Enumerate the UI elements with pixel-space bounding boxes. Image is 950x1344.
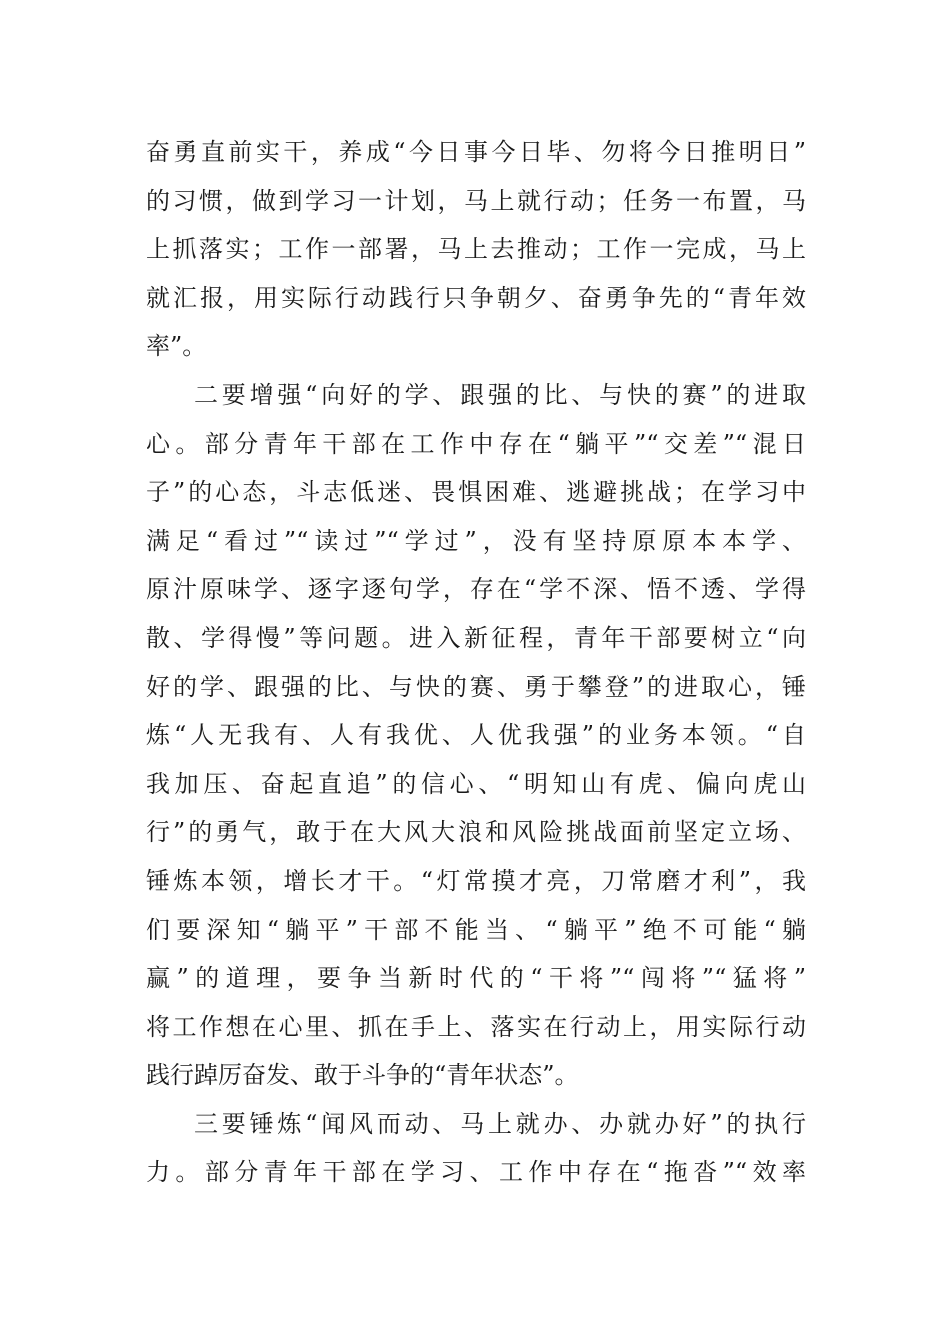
- text-line: 奋勇直前实干，养成“今日事今日毕、勿将今日推明日”: [146, 138, 806, 166]
- text-line: 行”的勇气，敢于在大风大浪和风险挑战面前坚定立场、: [146, 818, 806, 847]
- paragraph-first-line: 三要锤炼“闻风而动、马上就办、办就办好”的执行: [194, 1109, 806, 1138]
- text-line: 们要深知“躺平”干部不能当、“躺平”绝不可能“躺: [146, 915, 806, 944]
- document-page: [146, 128, 806, 1197]
- text-line: 散、学得慢”等问题。进入新征程，青年干部要树立“向: [146, 623, 806, 652]
- text-line: 力。部分青年干部在学习、工作中存在“拖沓”“效率: [146, 1158, 806, 1187]
- text-line: 子”的心态，斗志低迷、畏惧困难、逃避挑战；在学习中: [146, 478, 806, 507]
- text-line: 上抓落实；工作一部署，马上去推动；工作一完成，马上: [146, 235, 806, 264]
- text-line: 我加压、奋起直追”的信心、“明知山有虎、偏向虎山: [146, 769, 806, 798]
- text-line: 好的学、跟强的比、与快的赛、勇于攀登”的进取心，锤: [146, 672, 806, 701]
- text-line: 锤炼本领，增长才干。“灯常摸才亮，刀常磨才利”，我: [146, 866, 806, 895]
- text-line: 率”。: [146, 332, 207, 361]
- text-line: 的习惯，做到学习一计划，马上就行动；任务一布置，马: [146, 186, 806, 215]
- paragraph-first-line: 二要增强“向好的学、跟强的比、与快的赛”的进取: [194, 380, 806, 409]
- text-line: 践行踔厉奋发、敢于斗争的“青年状态”。: [146, 1061, 579, 1090]
- text-line: 心。部分青年干部在工作中存在“躺平”“交差”“混日: [146, 429, 806, 458]
- text-line: 炼“人无我有、人有我优、人优我强”的业务本领。“自: [146, 721, 806, 750]
- text-line: 满足“看过”“读过”“学过”，没有坚持原原本本学、: [146, 526, 806, 555]
- text-line: 将工作想在心里、抓在手上、落实在行动上，用实际行动: [146, 1012, 806, 1041]
- text-line: 赢”的道理，要争当新时代的“干将”“闯将”“猛将”: [146, 964, 806, 993]
- text-line: 就汇报，用实际行动践行只争朝夕、奋勇争先的“青年效: [146, 283, 806, 312]
- text-line: 原汁原味学、逐字逐句学，存在“学不深、悟不透、学得: [146, 575, 806, 604]
